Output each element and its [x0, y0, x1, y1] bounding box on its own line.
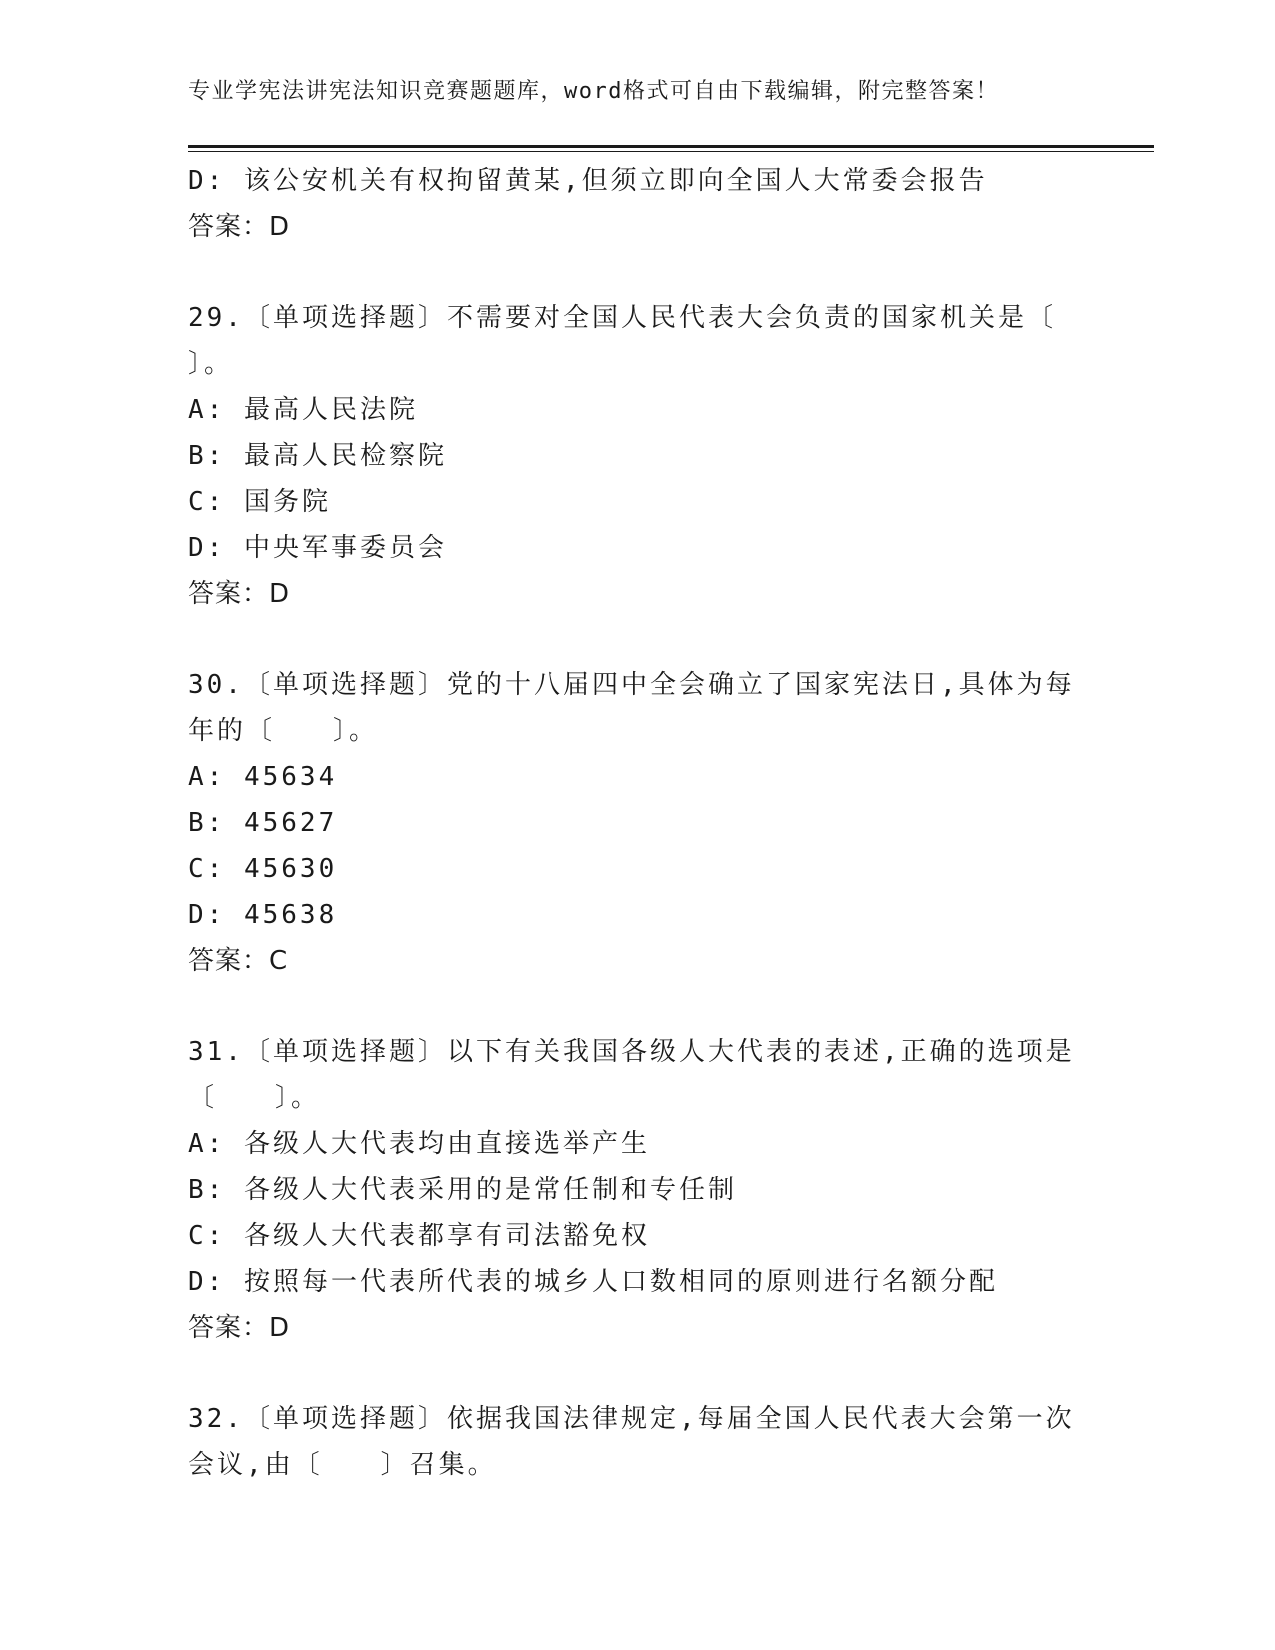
question-32 — [188, 1396, 1088, 1488]
question-content — [188, 158, 1088, 1488]
option-b: B: 最高人民检察院 — [188, 441, 447, 471]
option-b: B: 各级人大代表采用的是常任制和专任制 — [188, 1175, 737, 1205]
question-stem: 29.〔单项选择题〕不需要对全国人民代表大会负责的国家机关是〔 — [188, 303, 1056, 333]
answer: 答案：C — [188, 946, 289, 976]
question-stem: 32.〔单项选择题〕依据我国法律规定,每届全国人民代表大会第一次 — [188, 1404, 1075, 1434]
question-stem-cont: 会议,由〔 〕召集。 — [188, 1450, 497, 1480]
question-stem-cont: 年的〔 〕。 — [188, 716, 379, 746]
document-header: 专业学宪法讲宪法知识竞赛题题库，word格式可自由下载编辑，附完整答案！ — [188, 79, 999, 104]
option-d: D: 45638 — [188, 900, 338, 930]
question-31 — [188, 1029, 1088, 1351]
option-c: C: 各级人大代表都享有司法豁免权 — [188, 1221, 650, 1251]
header-rule-thin — [188, 151, 1154, 152]
option-c: C: 国务院 — [188, 487, 331, 517]
question-30 — [188, 662, 1088, 984]
option-d: D: 按照每一代表所代表的城乡人口数相同的原则进行名额分配 — [188, 1267, 998, 1297]
question-stem-cont: 〕。 — [188, 349, 234, 379]
option-b: B: 45627 — [188, 808, 338, 838]
option-a: A: 45634 — [188, 762, 338, 792]
option-a: A: 最高人民法院 — [188, 395, 418, 425]
question-stem: 30.〔单项选择题〕党的十八届四中全会确立了国家宪法日,具体为每 — [188, 670, 1075, 700]
question-stem-cont: 〔 〕。 — [188, 1083, 321, 1113]
answer: 答案：D — [188, 212, 291, 242]
option-c: C: 45630 — [188, 854, 338, 884]
question-stem: 31.〔单项选择题〕以下有关我国各级人大代表的表述,正确的选项是 — [188, 1037, 1075, 1067]
option-d: D: 该公安机关有权拘留黄某,但须立即向全国人大常委会报告 — [188, 166, 988, 196]
header-rule-thick — [188, 145, 1154, 148]
question-29 — [188, 295, 1088, 617]
answer: 答案：D — [188, 1313, 291, 1343]
option-d: D: 中央军事委员会 — [188, 533, 447, 563]
answer: 答案：D — [188, 579, 291, 609]
option-a: A: 各级人大代表均由直接选举产生 — [188, 1129, 650, 1159]
